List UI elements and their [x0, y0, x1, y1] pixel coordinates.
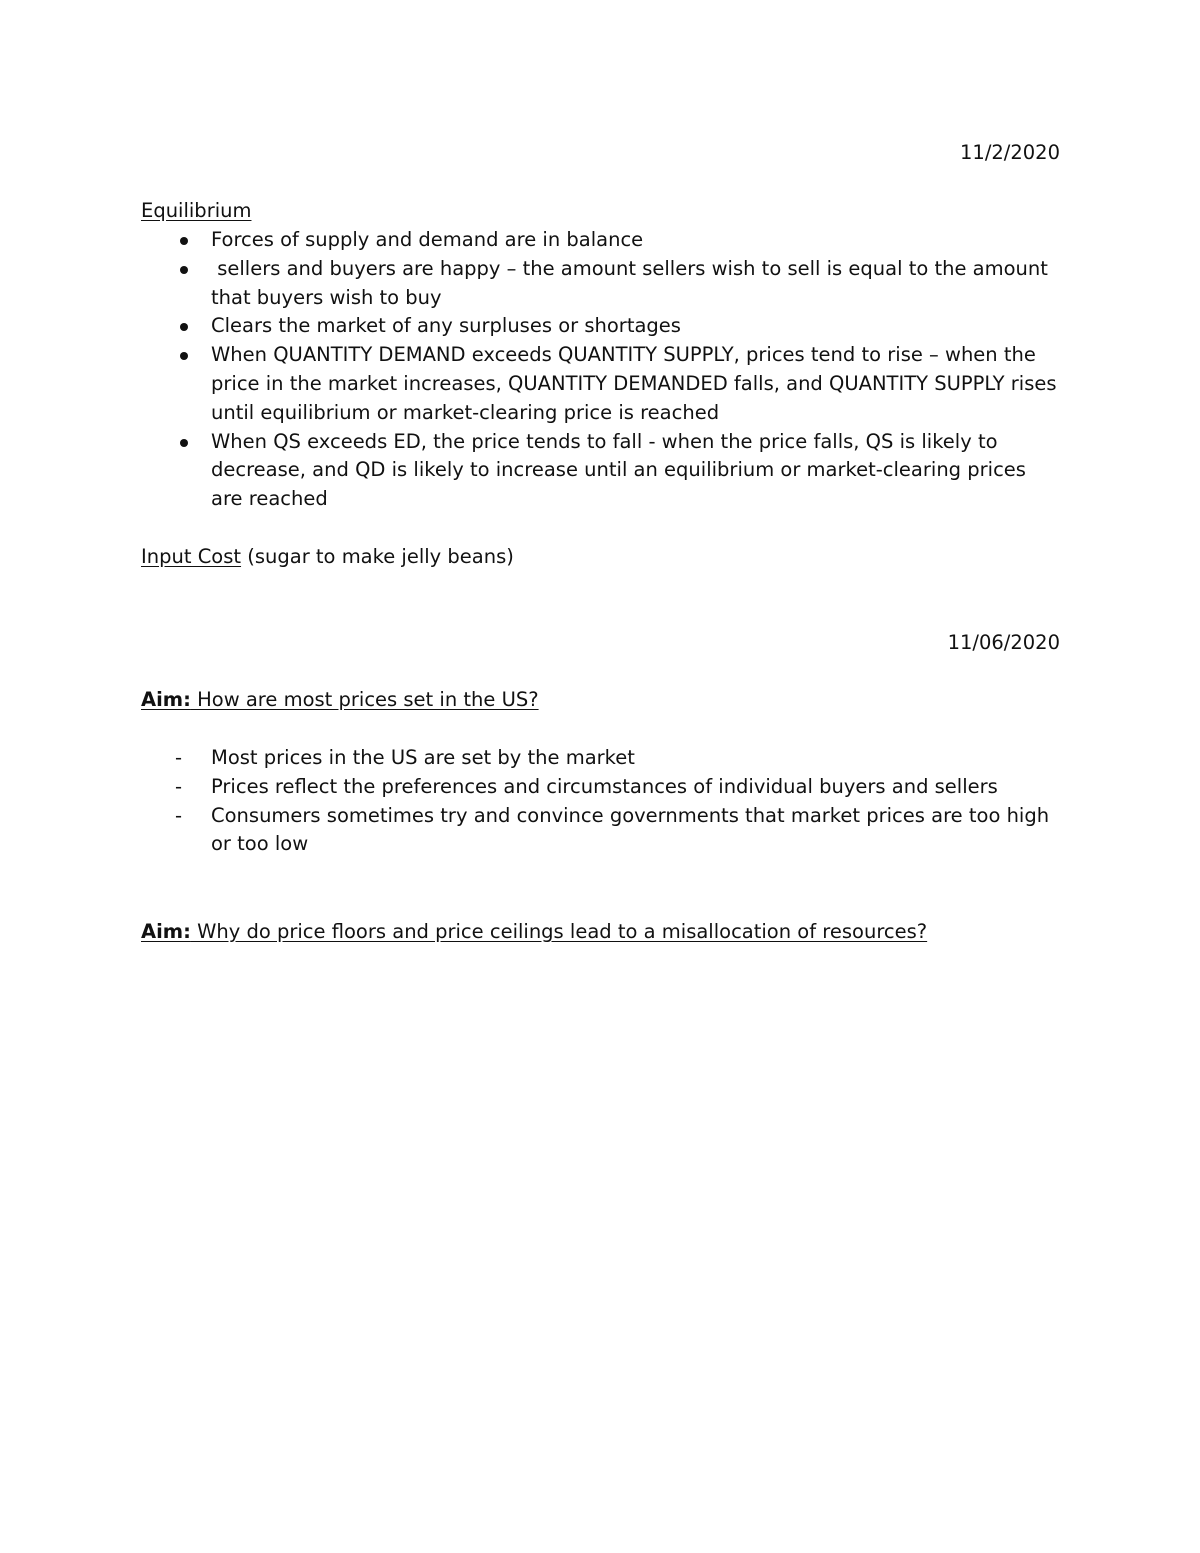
equilibrium-bullet-list	[141, 226, 1061, 514]
list-item-text: When QUANTITY DEMAND exceeds QUANTITY SUPPLY, prices tend to rise – when the price in the market increases, QUANTITY DEMANDED falls, and QUANTITY SUPPLY rises until equilibrium or market-clearing price is reached	[211, 343, 1057, 424]
input-cost-label: Input Cost	[141, 545, 242, 568]
input-cost-note: (sugar to make jelly beans)	[241, 545, 514, 568]
bullet-icon	[180, 237, 188, 245]
list-item-text: Clears the market of any surpluses or shortages	[211, 314, 681, 338]
aim-label: Aim:	[141, 688, 191, 711]
pricing-dash-list	[141, 744, 1061, 859]
list-item	[141, 802, 1061, 860]
aim-heading	[141, 686, 539, 714]
list-item-text: Consumers sometimes try and convince governments that market prices are too high or too low	[211, 803, 1050, 856]
bullet-icon	[180, 352, 188, 360]
input-cost-line	[141, 543, 514, 571]
list-item	[141, 744, 1061, 773]
list-item	[141, 312, 1061, 341]
aim-text: Why do price floors and price ceilings lead to a misallocation of resources?	[190, 920, 928, 943]
list-item-text: When QS exceeds ED, the price tends to fall - when the price falls, QS is likely to decrease, and QD is likely to increase until an equilibrium or market-clearing prices are reached	[211, 429, 1026, 511]
bullet-icon	[180, 439, 188, 447]
bullet-icon	[180, 266, 188, 274]
list-item	[141, 773, 1061, 802]
date-label: 11/06/2020	[947, 631, 1060, 654]
list-item	[141, 255, 1061, 313]
list-item-text: Most prices in the US are set by the market	[211, 746, 635, 769]
list-item	[141, 226, 1061, 255]
aim-text: How are most prices set in the US?	[190, 688, 539, 711]
dash-marker: -	[175, 746, 183, 769]
bullet-icon	[180, 323, 188, 331]
list-item-text: Prices reflect the preferences and circumstances of individual buyers and sellers	[211, 774, 998, 798]
dash-marker: -	[175, 774, 183, 798]
list-item-text: Forces of supply and demand are in balance	[211, 228, 644, 251]
list-item	[141, 341, 1061, 427]
aim-label: Aim:	[141, 920, 191, 943]
list-item	[141, 428, 1061, 514]
date-label: 11/2/2020	[960, 141, 1060, 164]
dash-marker: -	[175, 803, 183, 827]
section-title-equilibrium: Equilibrium	[141, 199, 252, 222]
aim-heading	[141, 918, 927, 946]
list-item-text: sellers and buyers are happy – the amount sellers wish to sell is equal to the amount that buyers wish to buy	[211, 256, 1055, 309]
